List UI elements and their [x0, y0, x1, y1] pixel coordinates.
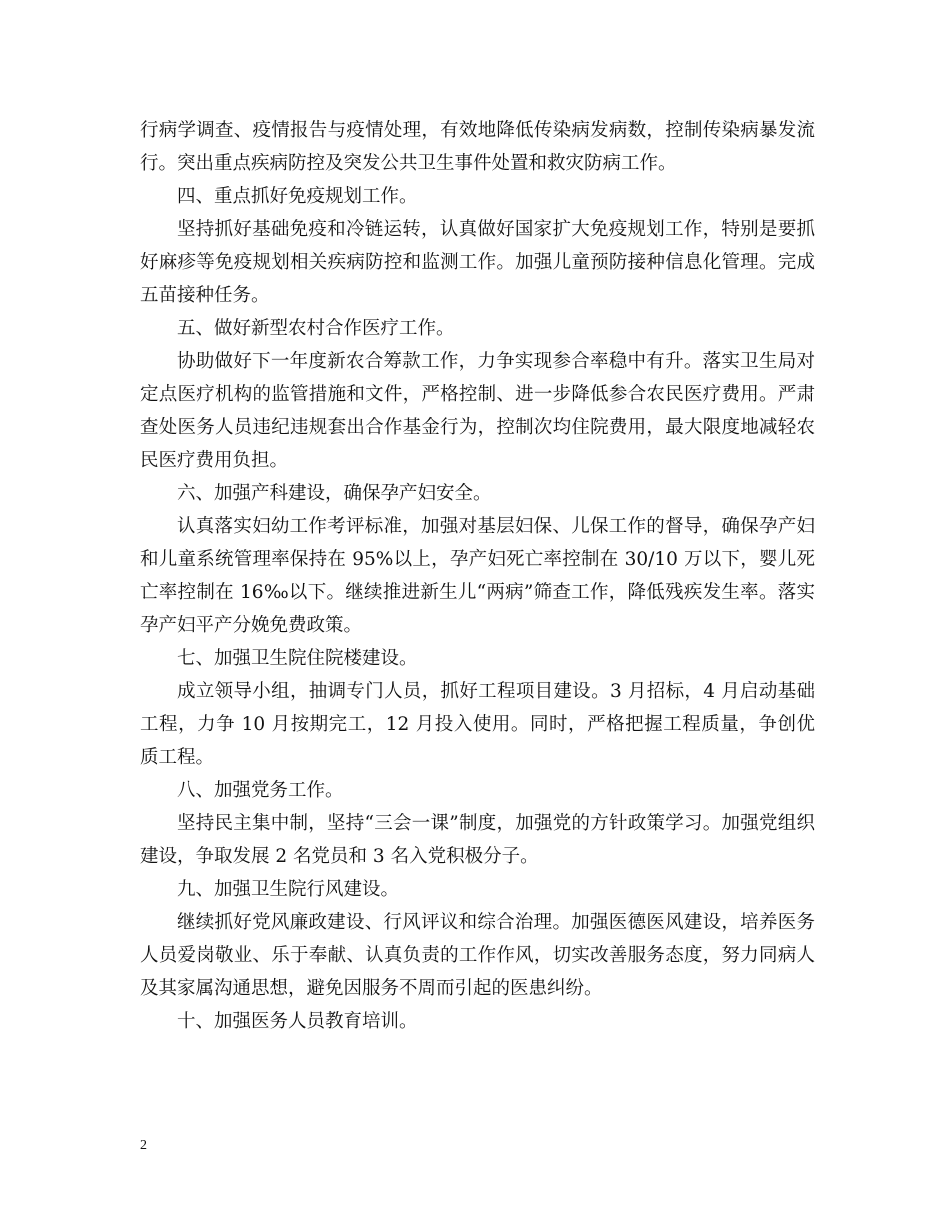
paragraph-continuation: 行病学调查、疫情报告与疫情处理，有效地降低传染病发病数，控制传染病暴发流行。突出重点疾病防控及突发公共卫生事件处置和救灾防病工作。 [140, 120, 815, 174]
section-heading-5: 五、做好新型农村合作医疗工作。 [177, 318, 455, 339]
section-heading-8: 八、加强党务工作。 [177, 780, 344, 801]
section-heading-7: 七、加强卫生院住院楼建设。 [177, 648, 418, 669]
paragraph: 协助做好下一年度新农合筹款工作，力争实现参合率稳中有升。落实卫生局对定点医疗机构的监管措施和文件，严格控制、进一步降低参合农民医疗费用。严肃查处医务人员违纪违规套出合作基金行为，控制次均住院费用，最大限度地减轻农民医疗费用负担。 [140, 351, 815, 471]
paragraph: 继续抓好党风廉政建设、行风评议和综合治理。加强医德医风建设，培养医务人员爱岗敬业、乐于奉献、认真负责的工作作风，切实改善服务态度，努力同病人及其家属沟通思想，避免因服务不周而引起的医患纠纷。 [140, 912, 815, 999]
section-heading-9: 九、加强卫生院行风建设。 [177, 879, 400, 900]
document-body [140, 114, 815, 1038]
section-heading-4: 四、重点抓好免疫规划工作。 [177, 186, 418, 207]
section-heading-10: 十、加强医务人员教育培训。 [177, 1011, 418, 1032]
page-number: 2 [140, 1138, 147, 1153]
section-heading-6: 六、加强产科建设，确保孕产妇安全。 [177, 483, 492, 504]
paragraph: 成立领导小组，抽调专门人员，抓好工程项目建设。3 月招标，4 月启动基础工程，力争 10 月按期完工，12 月投入使用。同时，严格把握工程质量，争创优质工程。 [140, 681, 815, 768]
paragraph: 认真落实妇幼工作考评标准，加强对基层妇保、儿保工作的督导，确保孕产妇和儿童系统管理率保持在 95%以上，孕产妇死亡率控制在 30/10 万以下，婴儿死亡率控制在 16‰以下。继续推进新生儿“两病”筛查工作，降低残疾发生率。落实孕产妇平产分娩免费政策。 [140, 516, 815, 636]
paragraph: 坚持抓好基础免疫和冷链运转，认真做好国家扩大免疫规划工作，特别是要抓好麻疹等免疫规划相关疾病防控和监测工作。加强儿童预防接种信息化管理。完成五苗接种任务。 [140, 219, 815, 306]
paragraph: 坚持民主集中制，坚持“三会一课”制度，加强党的方针政策学习。加强党组织建设，争取发展 2 名党员和 3 名入党积极分子。 [140, 813, 815, 867]
